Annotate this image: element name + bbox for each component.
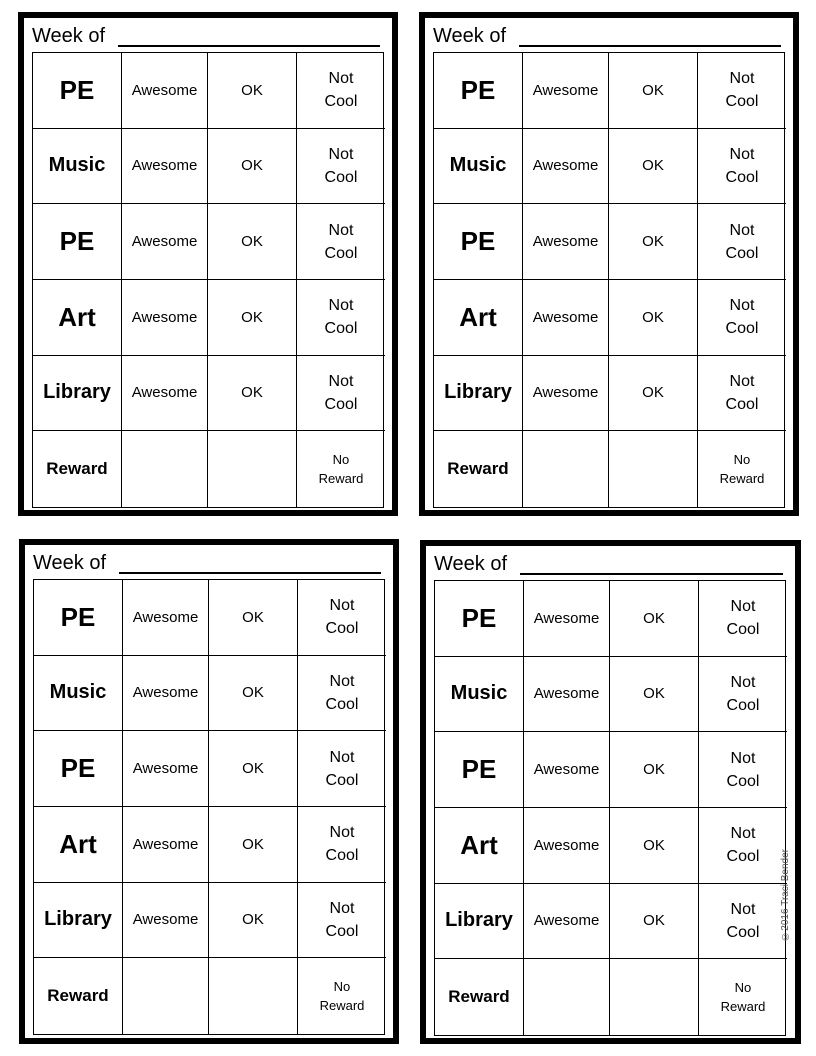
not-cool-label: Not Cool (726, 749, 760, 790)
reward-label: Reward (47, 986, 109, 1006)
not-cool-label: Not Cool (325, 672, 359, 713)
ok-label: OK (241, 157, 263, 175)
ok-cell[interactable] (209, 656, 298, 732)
subject-cell (33, 53, 122, 129)
subject-label: Art (459, 301, 497, 332)
subject-label: Art (58, 301, 96, 332)
not-cool-cell[interactable] (297, 129, 385, 205)
ok-label: OK (241, 81, 263, 99)
not-cool-label: Not Cool (325, 748, 359, 789)
awesome-cell[interactable] (524, 808, 610, 884)
subject-cell (34, 807, 123, 883)
no-reward-cell[interactable] (297, 431, 385, 507)
awesome-cell[interactable] (122, 129, 208, 205)
ok-cell[interactable] (609, 129, 698, 205)
no-reward-cell[interactable] (698, 431, 786, 507)
ok-label: OK (643, 836, 665, 854)
awesome-label: Awesome (132, 684, 199, 702)
subject-label: Music (449, 154, 507, 177)
ok-cell[interactable] (209, 883, 298, 959)
awesome-label: Awesome (532, 233, 599, 251)
reward-blank-cell[interactable] (523, 431, 609, 507)
ok-cell[interactable] (609, 204, 698, 280)
awesome-cell[interactable] (122, 53, 208, 129)
not-cool-cell[interactable] (699, 581, 787, 657)
not-cool-label: Not Cool (726, 900, 760, 941)
subject-label: PE (461, 754, 497, 785)
subject-cell (33, 280, 122, 356)
reward-blank-cell[interactable] (122, 431, 208, 507)
subject-label: PE (59, 74, 95, 105)
subject-label: PE (59, 226, 95, 257)
awesome-cell[interactable] (123, 807, 209, 883)
awesome-label: Awesome (132, 760, 199, 778)
subject-label: PE (60, 753, 96, 784)
not-cool-label: Not Cool (324, 372, 358, 413)
reward-label: Reward (448, 987, 510, 1007)
not-cool-cell[interactable] (298, 807, 386, 883)
not-cool-cell[interactable] (298, 656, 386, 732)
behavior-card-2 (419, 12, 799, 516)
subject-cell (435, 884, 524, 960)
reward-label: Reward (46, 459, 108, 479)
ok-label: OK (241, 233, 263, 251)
awesome-cell[interactable] (523, 129, 609, 205)
awesome-cell[interactable] (523, 53, 609, 129)
awesome-cell[interactable] (524, 732, 610, 808)
ok-cell[interactable] (610, 581, 699, 657)
reward-blank-cell[interactable] (123, 958, 209, 1034)
subject-cell (435, 732, 524, 808)
reward-blank-cell[interactable] (209, 958, 298, 1034)
ok-cell[interactable] (208, 129, 297, 205)
no-reward-cell[interactable] (298, 958, 386, 1034)
awesome-label: Awesome (532, 81, 599, 99)
not-cool-cell[interactable] (699, 808, 787, 884)
week-of-label: Week of (32, 25, 105, 47)
ok-cell[interactable] (609, 53, 698, 129)
awesome-cell[interactable] (123, 883, 209, 959)
copyright-text: ©2016 Traci Bender (780, 849, 791, 942)
ok-cell[interactable] (209, 731, 298, 807)
awesome-cell[interactable] (122, 204, 208, 280)
subject-cell (34, 883, 123, 959)
ok-label: OK (643, 761, 665, 779)
subject-label: Music (49, 681, 107, 704)
reward-blank-cell[interactable] (524, 959, 610, 1035)
not-cool-cell[interactable] (699, 884, 787, 960)
ok-cell[interactable] (610, 732, 699, 808)
reward-label-cell (435, 959, 524, 1035)
reward-blank-cell[interactable] (609, 431, 698, 507)
awesome-label: Awesome (532, 157, 599, 175)
not-cool-label: Not Cool (324, 145, 358, 186)
subject-label: Art (59, 828, 97, 859)
reward-label-cell (434, 431, 523, 507)
awesome-label: Awesome (532, 308, 599, 326)
subject-cell (434, 356, 523, 432)
behavior-chart-grid (32, 52, 384, 508)
subject-cell (34, 656, 123, 732)
ok-label: OK (643, 912, 665, 930)
awesome-cell[interactable] (523, 280, 609, 356)
awesome-cell[interactable] (123, 731, 209, 807)
ok-label: OK (642, 384, 664, 402)
subject-label: Library (444, 381, 512, 404)
subject-label: Library (445, 909, 513, 932)
subject-cell (434, 280, 523, 356)
reward-blank-cell[interactable] (610, 959, 699, 1035)
reward-blank-cell[interactable] (208, 431, 297, 507)
ok-cell[interactable] (610, 884, 699, 960)
subject-cell (33, 356, 122, 432)
awesome-label: Awesome (132, 911, 199, 929)
reward-label: Reward (447, 459, 509, 479)
subject-cell (435, 808, 524, 884)
ok-label: OK (241, 384, 263, 402)
awesome-label: Awesome (533, 685, 600, 703)
ok-cell[interactable] (609, 280, 698, 356)
behavior-chart-grid (434, 580, 786, 1036)
awesome-label: Awesome (131, 81, 198, 99)
awesome-label: Awesome (532, 384, 599, 402)
ok-cell[interactable] (610, 657, 699, 733)
ok-cell[interactable] (208, 356, 297, 432)
awesome-label: Awesome (131, 233, 198, 251)
not-cool-cell[interactable] (297, 53, 385, 129)
ok-label: OK (642, 157, 664, 175)
awesome-label: Awesome (533, 912, 600, 930)
not-cool-cell[interactable] (297, 356, 385, 432)
subject-label: Art (460, 829, 498, 860)
subject-cell (434, 204, 523, 280)
awesome-label: Awesome (131, 308, 198, 326)
awesome-label: Awesome (132, 835, 199, 853)
not-cool-cell[interactable] (699, 732, 787, 808)
ok-label: OK (242, 760, 264, 778)
subject-label: PE (461, 602, 497, 633)
not-cool-label: Not Cool (325, 824, 359, 865)
awesome-label: Awesome (131, 157, 198, 175)
subject-label: Library (43, 381, 111, 404)
awesome-label: Awesome (132, 608, 199, 626)
ok-cell[interactable] (610, 808, 699, 884)
subject-cell (34, 731, 123, 807)
awesome-cell[interactable] (523, 204, 609, 280)
week-of-label: Week of (433, 25, 506, 47)
not-cool-cell[interactable] (698, 204, 786, 280)
ok-label: OK (242, 684, 264, 702)
behavior-card-1 (18, 12, 398, 516)
behavior-chart-grid (433, 52, 785, 508)
ok-label: OK (642, 233, 664, 251)
ok-cell[interactable] (208, 53, 297, 129)
not-cool-cell[interactable] (698, 53, 786, 129)
no-reward-label: No Reward (318, 452, 364, 487)
not-cool-cell[interactable] (298, 580, 386, 656)
subject-label: Library (44, 908, 112, 931)
not-cool-cell[interactable] (698, 356, 786, 432)
ok-cell[interactable] (609, 356, 698, 432)
awesome-cell[interactable] (524, 657, 610, 733)
not-cool-label: Not Cool (725, 221, 759, 262)
ok-cell[interactable] (209, 580, 298, 656)
not-cool-cell[interactable] (699, 657, 787, 733)
not-cool-label: Not Cool (725, 70, 759, 111)
week-of-blank-line[interactable] (519, 45, 781, 47)
subject-label: Music (450, 682, 508, 705)
not-cool-label: Not Cool (325, 597, 359, 638)
ok-cell[interactable] (209, 807, 298, 883)
reward-label-cell (34, 958, 123, 1034)
not-cool-label: Not Cool (324, 70, 358, 111)
week-of-label: Week of (434, 553, 507, 575)
subject-cell (33, 204, 122, 280)
awesome-cell[interactable] (524, 884, 610, 960)
week-of-label: Week of (33, 552, 106, 574)
behavior-card-3 (19, 539, 399, 1044)
ok-label: OK (242, 608, 264, 626)
not-cool-label: Not Cool (725, 145, 759, 186)
not-cool-label: Not Cool (726, 598, 760, 639)
no-reward-label: No Reward (719, 452, 765, 487)
awesome-cell[interactable] (122, 356, 208, 432)
subject-cell (34, 580, 123, 656)
not-cool-cell[interactable] (297, 204, 385, 280)
reward-label-cell (33, 431, 122, 507)
subject-cell (434, 129, 523, 205)
ok-label: OK (242, 835, 264, 853)
ok-label: OK (241, 308, 263, 326)
subject-label: PE (460, 74, 496, 105)
awesome-cell[interactable] (523, 356, 609, 432)
awesome-cell[interactable] (524, 581, 610, 657)
subject-cell (434, 53, 523, 129)
no-reward-label: No Reward (720, 980, 766, 1015)
not-cool-cell[interactable] (298, 731, 386, 807)
subject-label: PE (60, 601, 96, 632)
not-cool-label: Not Cool (324, 297, 358, 338)
not-cool-cell[interactable] (298, 883, 386, 959)
behavior-chart-grid (33, 579, 385, 1035)
not-cool-label: Not Cool (725, 372, 759, 413)
awesome-label: Awesome (533, 761, 600, 779)
subject-cell (435, 581, 524, 657)
ok-label: OK (642, 81, 664, 99)
ok-label: OK (642, 308, 664, 326)
behavior-card-4 (420, 540, 801, 1044)
awesome-cell[interactable] (123, 580, 209, 656)
no-reward-cell[interactable] (699, 959, 787, 1035)
subject-label: Music (48, 154, 106, 177)
not-cool-label: Not Cool (726, 825, 760, 866)
ok-cell[interactable] (208, 280, 297, 356)
ok-label: OK (643, 685, 665, 703)
not-cool-cell[interactable] (698, 280, 786, 356)
subject-label: PE (460, 226, 496, 257)
not-cool-label: Not Cool (726, 673, 760, 714)
week-of-blank-line[interactable] (520, 573, 783, 575)
awesome-label: Awesome (533, 609, 600, 627)
not-cool-label: Not Cool (725, 297, 759, 338)
subject-cell (33, 129, 122, 205)
not-cool-cell[interactable] (698, 129, 786, 205)
no-reward-label: No Reward (319, 979, 365, 1014)
awesome-cell[interactable] (123, 656, 209, 732)
ok-label: OK (242, 911, 264, 929)
awesome-label: Awesome (533, 836, 600, 854)
week-of-blank-line[interactable] (118, 45, 380, 47)
not-cool-cell[interactable] (297, 280, 385, 356)
awesome-cell[interactable] (122, 280, 208, 356)
ok-label: OK (643, 609, 665, 627)
awesome-label: Awesome (131, 384, 198, 402)
week-of-blank-line[interactable] (119, 572, 381, 574)
subject-cell (435, 657, 524, 733)
ok-cell[interactable] (208, 204, 297, 280)
not-cool-label: Not Cool (325, 899, 359, 940)
not-cool-label: Not Cool (324, 221, 358, 262)
